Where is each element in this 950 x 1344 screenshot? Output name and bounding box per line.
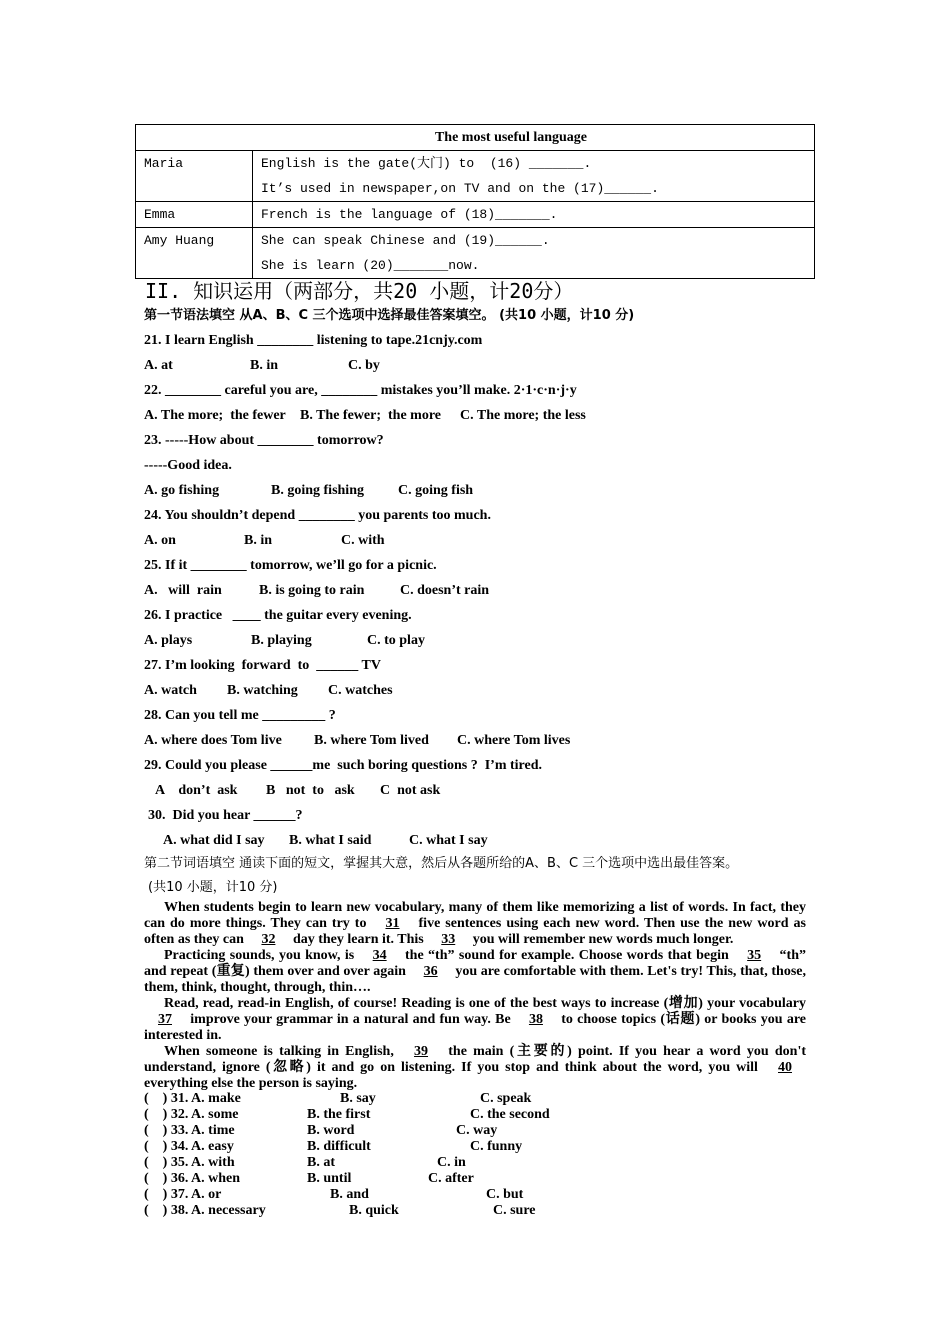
- question-reply: -----Good idea.: [144, 458, 232, 473]
- option-c: C. what I say: [409, 833, 488, 848]
- choice-c: C. funny: [470, 1139, 523, 1154]
- choice-b: B. quick: [349, 1203, 399, 1218]
- option-a: A. go fishing: [144, 483, 220, 498]
- option-c: C. doesn’t rain: [400, 583, 490, 598]
- blank-36: 36: [423, 964, 438, 979]
- choice-question: ( ) 35. A. with: [144, 1155, 235, 1170]
- choice-b: B. at: [307, 1155, 335, 1170]
- question-stem: 26. I practice ____ the guitar every evening.: [144, 608, 412, 623]
- option-a: A. what did I say: [163, 833, 265, 848]
- choice-b: B. and: [330, 1187, 369, 1202]
- choice-c: C. speak: [480, 1091, 532, 1106]
- option-a: A. watch: [144, 683, 197, 698]
- option-b: B not to ask: [266, 783, 355, 798]
- choice-b: B. word: [307, 1123, 355, 1138]
- table-row: [136, 151, 815, 202]
- choice-question: ( ) 33. A. time: [144, 1123, 235, 1138]
- choice-question: ( ) 36. A. when: [144, 1171, 241, 1186]
- blank-37: 37: [158, 1012, 172, 1027]
- option-b: B. The fewer; the more: [300, 408, 441, 423]
- paragraph: Read, read, read-in English, of course! Reading is one of the best ways to increase (增加) your vocabulary 37 improve your grammar in a natural and fun way. Be 38 to choose topics (话题) or books you are interested in.: [144, 996, 806, 1043]
- question-stem: 24. You shouldn’t depend ________ you parents too much.: [144, 508, 491, 523]
- choice-b: B. until: [307, 1171, 352, 1186]
- language-table: [135, 124, 815, 279]
- part2-title: 第二节词语填空 通读下面的短文，掌握其大意，然后从各题所给的A、B、C 三个选项中选出最佳答案。: [144, 856, 739, 871]
- choice-c: C. in: [437, 1155, 466, 1170]
- paragraph: When students begin to learn new vocabulary, many of them like memorizing a list of words. In fact, they can do more things. They can try to 31 five sentences using each new word. Then use the new word as often as they can 32 day they learn it. This 33 you will remember new words much longer.: [144, 900, 807, 947]
- row-line: English is the gate(大门) to (16) _______.: [261, 156, 592, 171]
- cloze-passage: [144, 900, 806, 1092]
- option-b: B. in: [244, 533, 273, 548]
- table-row: [136, 228, 815, 279]
- question-stem: 22. ________ careful you are, ________ mistakes you’ll make. 2·1·c·n·j·y: [144, 383, 577, 398]
- section-title: II. 知识运用（两部分，共20 小题，计20分）: [145, 279, 574, 303]
- blank-34: 34: [372, 948, 387, 963]
- option-c: C. where Tom lives: [457, 733, 571, 748]
- choice-b: B. say: [340, 1091, 376, 1106]
- choice-question: ( ) 32. A. some: [144, 1107, 239, 1122]
- choice-question: ( ) 38. A. necessary: [144, 1203, 266, 1218]
- blank-31: 31: [385, 916, 400, 931]
- option-c: C not ask: [380, 783, 441, 798]
- option-a: A. will rain: [144, 583, 222, 598]
- blank-38: 38: [528, 1012, 543, 1027]
- option-b: B. where Tom lived: [314, 733, 429, 748]
- choice-b: B. the first: [307, 1107, 371, 1122]
- choice-question: ( ) 37. A. or: [144, 1187, 222, 1202]
- question-stem: 29. Could you please ______me such boring questions ? I’m tired.: [144, 758, 543, 773]
- option-c: C. with: [341, 533, 385, 548]
- choice-b: B. difficult: [307, 1139, 371, 1154]
- option-b: B. in: [250, 358, 279, 373]
- row-name: Amy Huang: [136, 228, 253, 279]
- question-stem: 27. I’m looking forward to ______ TV: [144, 658, 381, 673]
- blank-39: 39: [414, 1044, 429, 1059]
- blank-32: 32: [261, 932, 276, 947]
- row-name: Emma: [136, 202, 253, 228]
- choice-c: C. the second: [470, 1107, 550, 1122]
- option-a: A. on: [144, 533, 176, 548]
- option-c: C. to play: [367, 633, 425, 648]
- paragraph: When someone is talking in English, 39 the main (主要的) point. If you hear a word you don't understand, ignore (忽略) it and go on listening. If you stop and think about the word, you will 40 everything else the person is saying.: [144, 1044, 806, 1091]
- choice-c: C. sure: [493, 1203, 536, 1218]
- choice-question: ( ) 34. A. easy: [144, 1139, 234, 1154]
- row-line: It’s used in newspaper,on TV and on the (17)______.: [261, 181, 659, 196]
- blank-40: 40: [778, 1060, 792, 1075]
- option-a: A. plays: [144, 633, 193, 648]
- question-stem: 23. -----How about ________ tomorrow?: [144, 433, 384, 448]
- paragraph: Practicing sounds, you know, is 34 the “th” sound for example. Choose words that begin 35 “th” and repeat (重复) them over and over again 36 you are comfortable with them. Let's try! This, that, those, them, think, thought, through, thin….: [144, 948, 806, 995]
- table-row: [136, 202, 815, 228]
- option-b: B. is going to rain: [259, 583, 365, 598]
- blank-35: 35: [747, 948, 762, 963]
- option-a: A. where does Tom live: [144, 733, 282, 748]
- question-stem: 30. Did you hear ______?: [148, 808, 303, 823]
- option-b: B. going fishing: [271, 483, 364, 498]
- choice-c: C. after: [428, 1171, 474, 1186]
- option-c: C. going fish: [398, 483, 474, 498]
- question-stem: 21. I learn English ________ listening to tape.21cnjy.com: [144, 333, 483, 348]
- choice-c: C. but: [486, 1187, 524, 1202]
- row-line: She can speak Chinese and (19)______.: [261, 233, 550, 248]
- option-b: B. what I said: [289, 833, 372, 848]
- option-b: B. playing: [251, 633, 312, 648]
- part1-title: 第一节语法填空 从A、B、C 三个选项中选择最佳答案填空。 (共10 小题，计10 分): [144, 308, 635, 323]
- choice-c: C. way: [456, 1123, 498, 1138]
- table-header: The most useful language: [136, 125, 815, 151]
- option-c: C. by: [348, 358, 380, 373]
- option-c: C. watches: [328, 683, 393, 698]
- question-stem: 25. If it ________ tomorrow, we’ll go for a picnic.: [144, 558, 437, 573]
- row-line: She is learn (20)_______now.: [261, 258, 480, 273]
- blank-33: 33: [441, 932, 456, 947]
- row-line: French is the language of (18)_______.: [261, 207, 558, 222]
- row-name: Maria: [136, 151, 253, 202]
- question-stem: 28. Can you tell me _________ ?: [144, 708, 336, 723]
- part2-count: (共10 小题，计10 分): [148, 880, 278, 895]
- option-a: A. at: [144, 358, 173, 373]
- option-a: A don’t ask: [155, 783, 238, 798]
- option-a: A. The more; the fewer: [144, 408, 286, 423]
- option-c: C. The more; the less: [460, 408, 586, 423]
- choice-question: ( ) 31. A. make: [144, 1091, 241, 1106]
- option-b: B. watching: [227, 683, 298, 698]
